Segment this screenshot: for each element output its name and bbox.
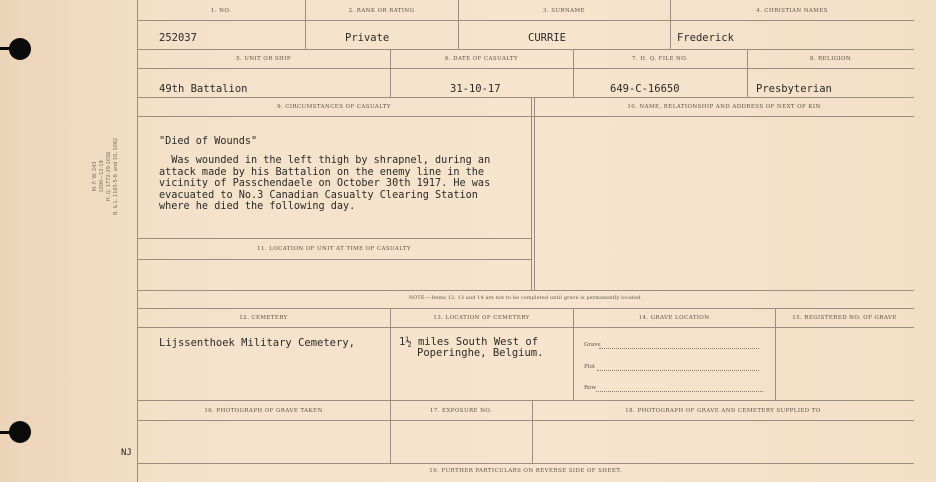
footer-further-particulars: 19. FURTHER PARTICULARS ON REVERSE SIDE OF SHEET. (429, 468, 622, 474)
value-unit: 49th Battalion (159, 83, 248, 95)
side-print-line: M. F. W. 243 (92, 161, 98, 192)
value-rank: Private (345, 32, 390, 44)
punch-line-bottom (0, 431, 10, 434)
rule (137, 68, 914, 69)
header-surname: 3. SURNAME (543, 8, 585, 14)
header-exposure: 17. EXPOSURE NO. (429, 408, 493, 414)
header-circumstances: 9. CIRCUMSTANCES OF CASUALTY (277, 104, 391, 110)
header-location-cemetery: 13. LOCATION OF CEMETERY (433, 315, 530, 321)
rule (137, 20, 914, 21)
rule (137, 400, 914, 401)
header-unit: 5. UNIT OR SHIP (236, 56, 291, 62)
rule (531, 97, 532, 290)
rule (137, 259, 531, 260)
rule (137, 420, 914, 421)
row-dotted-line (596, 391, 763, 392)
punch-hole-bottom (9, 421, 31, 443)
punch-line-top (0, 47, 10, 50)
value-location-cemetery-1: 1½ miles South West of (399, 336, 539, 348)
value-surname: CURRIE (528, 32, 566, 44)
header-cemetery: 12. CEMETERY (239, 315, 288, 321)
rule (137, 463, 914, 464)
value-religion: Presbyterian (756, 83, 832, 95)
side-print-line: H. Q. 1772-39-1036 (106, 151, 112, 202)
note: NOTE:—Items 12, 13 and 14 are not to be completed until grave is permanently located. (408, 296, 643, 301)
header-christian: 4. CHRISTIAN NAMES (756, 8, 828, 14)
punch-hole-top (9, 38, 31, 60)
rule (137, 116, 914, 117)
row-label: Row (584, 385, 597, 391)
header-photo-supplied: 18. PHOTOGRAPH OF GRAVE AND CEMETERY SUPPLIED TO (625, 408, 821, 414)
value-no: 252037 (159, 32, 197, 44)
rule (573, 308, 574, 400)
value-christian: Frederick (677, 32, 734, 44)
value-location-cemetery-2: Poperinghe, Belgium. (417, 347, 544, 359)
circumstances-body: Was wounded in the left thigh by shrapnel, during an attack made by his Battalion on the enemy line in the vicinity of Passchendaele on October 30th 1917. He was evacuated to No.3 Canadian Casualty Clearing Station where he died the following day. (159, 155, 491, 212)
grave-dotted-line (599, 348, 759, 349)
grave-label: Grave (584, 342, 601, 348)
header-rank: 2. RANK OR RATING (348, 8, 415, 14)
header-hq-file: 7. H. Q. FILE NO. (632, 56, 688, 62)
rule (775, 308, 776, 400)
rule (534, 97, 535, 290)
rule (137, 238, 531, 239)
header-photo-grave: 16. PHOTOGRAPH OF GRAVE TAKEN (204, 408, 323, 414)
rule (137, 308, 914, 309)
header-registered-no: 15. REGISTERED NO. OF GRAVE (792, 315, 897, 321)
value-hq-file: 649-C-16650 (610, 83, 680, 95)
value-date: 31-10-17 (450, 83, 501, 95)
side-print-line: 1000—12-19 (99, 160, 105, 193)
header-no: 1. NO. (210, 8, 232, 14)
rule (390, 308, 391, 400)
nj-mark: NJ (121, 448, 132, 458)
header-religion: 8. RELIGION (809, 56, 852, 62)
form-grid (137, 0, 915, 482)
side-print-line: B. & L. 1165-5-8. and 10, 1062 (113, 137, 119, 215)
rule (137, 290, 914, 291)
plot-label: Plot (584, 364, 595, 370)
rule (137, 97, 914, 98)
rule (137, 327, 914, 328)
header-next-of-kin: 10. NAME, RELATIONSHIP AND ADDRESS OF NEXT OF KIN (627, 104, 821, 110)
rule (137, 49, 914, 50)
plot-dotted-line (597, 370, 759, 371)
value-cemetery: Lijssenthoek Military Cemetery, (159, 337, 355, 349)
header-date: 6. DATE OF CASUALTY (444, 56, 519, 62)
header-location-unit: 11. LOCATION OF UNIT AT TIME OF CASUALTY (257, 246, 411, 252)
circumstances-title: "Died of Wounds" (159, 136, 258, 147)
side-print (92, 138, 120, 215)
header-grave-location: 14. GRAVE LOCATION (638, 315, 710, 321)
